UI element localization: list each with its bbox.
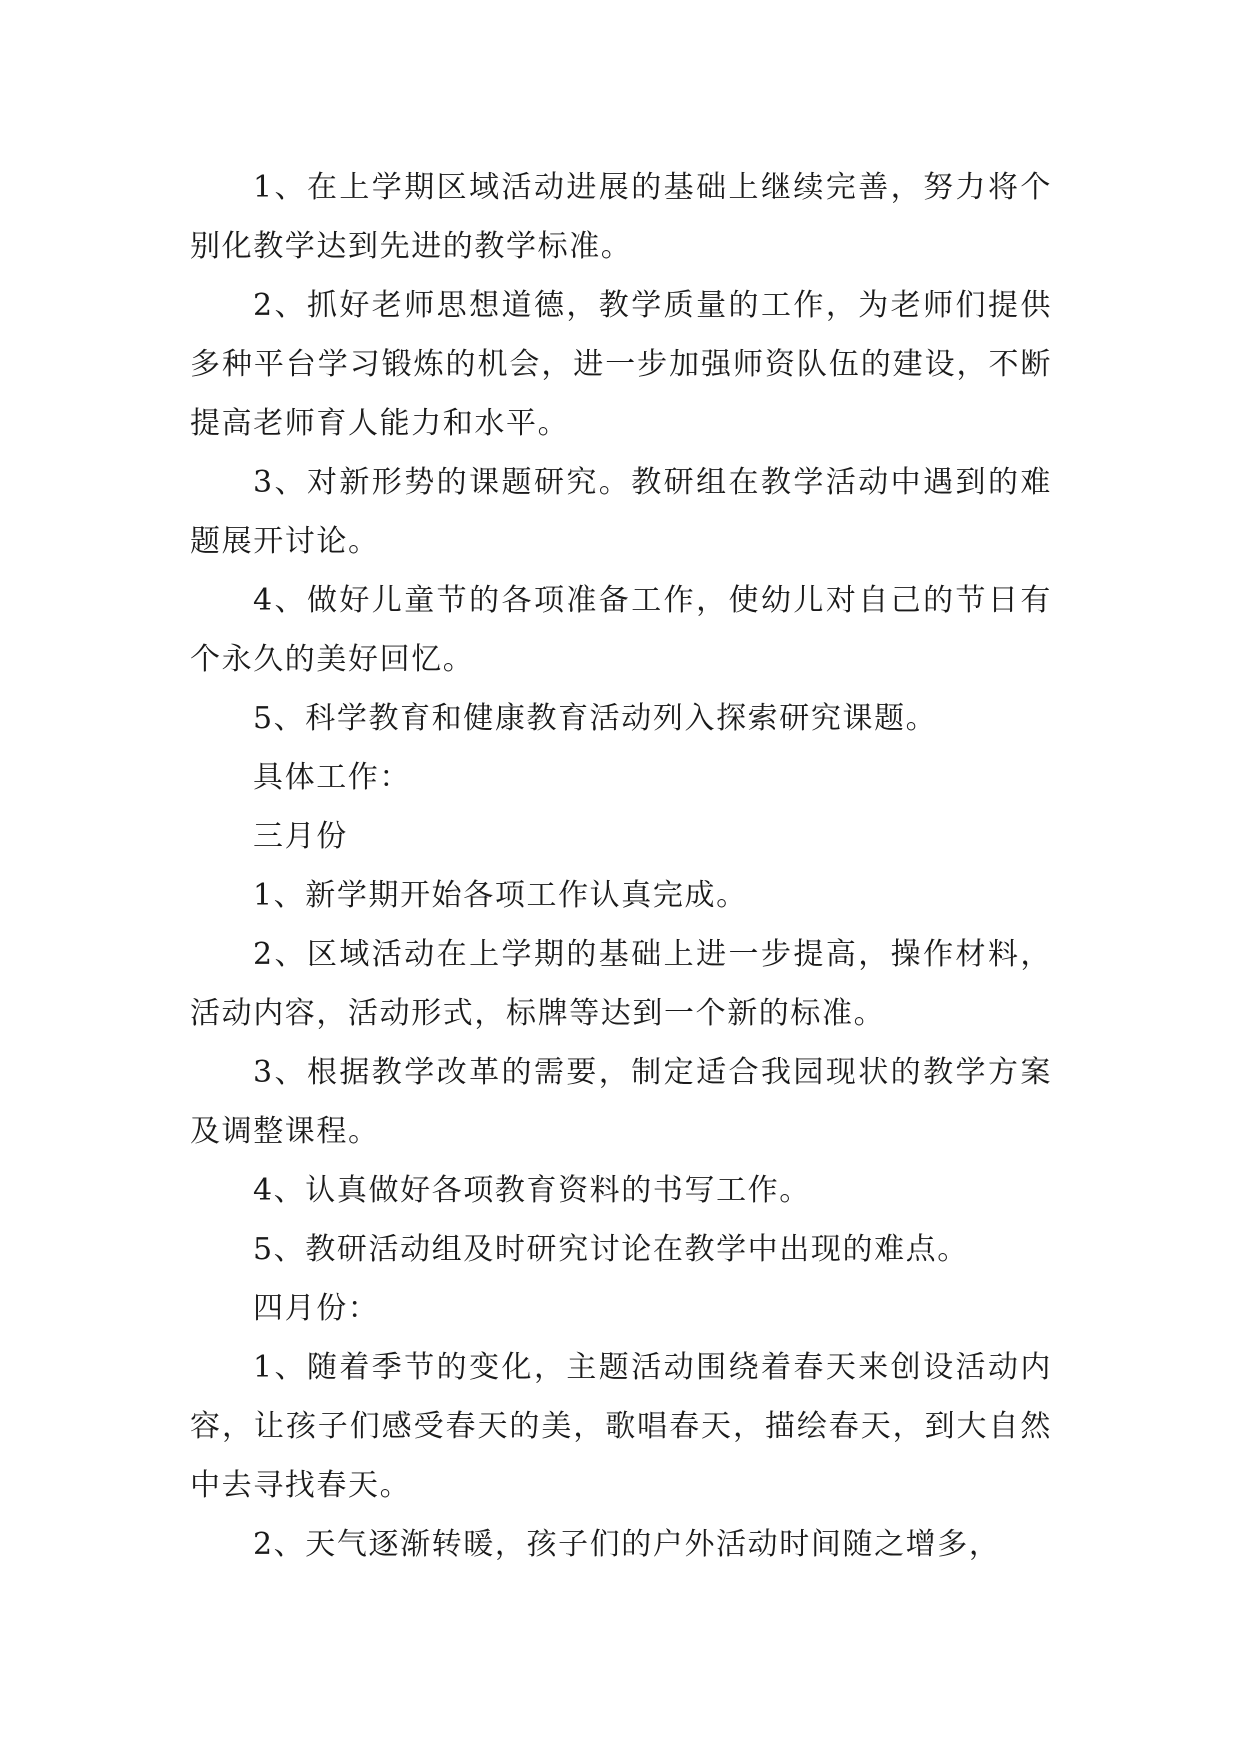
section-heading: 四月份： xyxy=(253,1291,380,1326)
section-heading: 具体工作： xyxy=(253,760,411,795)
paragraph: 4、做好儿童节的各项准备工作，使幼儿对自己的节日有个永久的美好回忆。 xyxy=(190,583,1052,677)
paragraph: 5、科学教育和健康教育活动列入探索研究课题。 xyxy=(253,701,938,736)
paragraph: 2、抓好老师思想道德，教学质量的工作，为老师们提供多种平台学习锻炼的机会，进一步加强师资队伍的建设，不断提高老师育人能力和水平。 xyxy=(190,288,1052,441)
document-body xyxy=(190,158,1052,1574)
paragraph: 1、随着季节的变化，主题活动围绕着春天来创设活动内容，让孩子们感受春天的美，歌唱春天，描绘春天，到大自然中去寻找春天。 xyxy=(190,1350,1052,1503)
paragraph: 2、区域活动在上学期的基础上进一步提高，操作材料，活动内容，活动形式，标牌等达到一个新的标准。 xyxy=(190,937,1052,1031)
paragraph: 3、对新形势的课题研究。教研组在教学活动中遇到的难题展开讨论。 xyxy=(190,465,1052,559)
paragraph: 2、天气逐渐转暖，孩子们的户外活动时间随之增多， xyxy=(253,1527,1001,1562)
section-heading: 三月份 xyxy=(253,819,348,854)
paragraph: 5、教研活动组及时研究讨论在教学中出现的难点。 xyxy=(253,1232,969,1267)
paragraph: 4、认真做好各项教育资料的书写工作。 xyxy=(253,1173,811,1208)
paragraph: 1、在上学期区域活动进展的基础上继续完善，努力将个别化教学达到先进的教学标准。 xyxy=(190,170,1052,264)
paragraph: 3、根据教学改革的需要，制定适合我园现状的教学方案及调整课程。 xyxy=(190,1055,1052,1149)
paragraph: 1、新学期开始各项工作认真完成。 xyxy=(253,878,748,913)
